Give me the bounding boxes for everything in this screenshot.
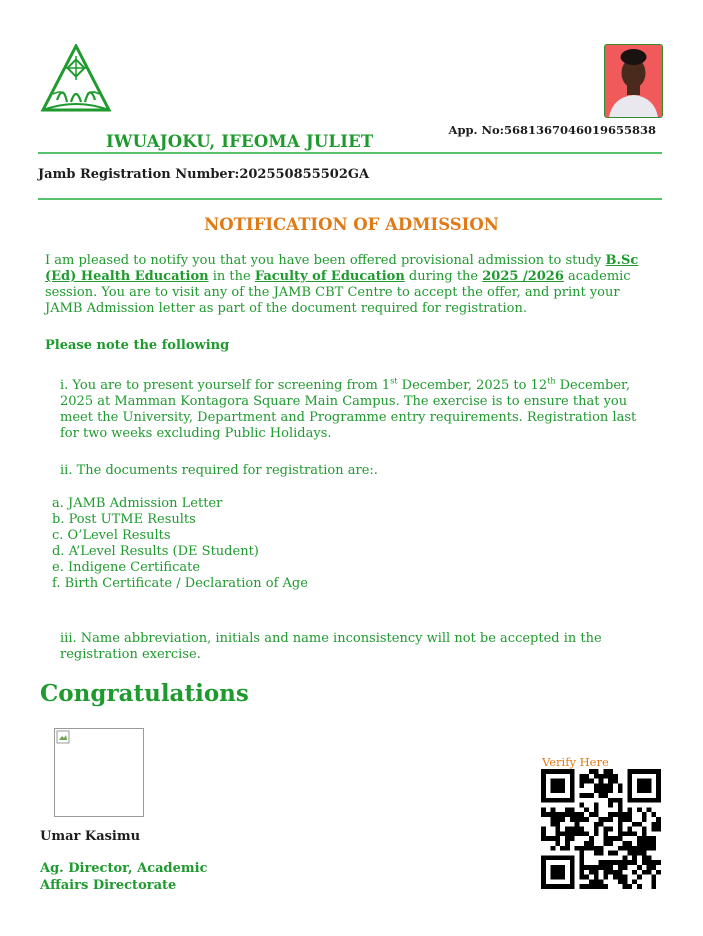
intro-text: academic session. You are to visit any of the JAMB CBT Centre to accept the offer, and print your JAMB Admission letter as part of the document required for registration.: [45, 269, 631, 316]
documents-item: ii. The documents required for registration are:.: [60, 463, 378, 478]
university-crest-icon: [37, 44, 115, 116]
application-number: App. No:5681367046019655838: [448, 123, 656, 137]
intro-text: during the: [404, 269, 483, 284]
broken-image-icon: [56, 730, 70, 744]
jamb-registration-number: Jamb Registration Number:202550855502GA: [38, 167, 370, 182]
intro-text: I am pleased to notify you that you have been offered provisional admission to study: [45, 253, 606, 268]
intro-text: in the: [208, 269, 255, 284]
signature-image-placeholder: [54, 728, 144, 817]
list-item: c. O’Level Results: [52, 528, 171, 543]
screening-item: [60, 378, 656, 442]
congratulations-heading: Congratulations: [40, 680, 249, 707]
list-item: e. Indigene Certificate: [52, 560, 201, 575]
list-item: a. JAMB Admission Letter: [52, 496, 223, 511]
item-text: i. You are to present yourself for screening from 1: [60, 378, 391, 393]
verify-label[interactable]: Verify Here: [542, 755, 609, 769]
documents-list: [52, 496, 308, 592]
applicant-photo-icon: [604, 44, 663, 118]
letter-title: NOTIFICATION OF ADMISSION: [204, 215, 499, 234]
ordinal-suffix: th: [547, 376, 556, 386]
signatory-name: Umar Kasimu: [40, 829, 141, 844]
list-item: b. Post UTME Results: [52, 512, 196, 527]
ordinal-suffix: st: [390, 376, 398, 386]
list-item: d. A’Level Results (DE Student): [52, 544, 259, 559]
item-text: December, 2025 to 12: [397, 378, 548, 393]
list-item: f. Birth Certificate / Declaration of Age: [52, 576, 308, 591]
faculty-name: Faculty of Education: [254, 269, 405, 284]
divider: [38, 152, 662, 154]
name-consistency-item: iii. Name abbreviation, initials and name inconsistency will not be accepted in the registration exercise.: [60, 631, 602, 662]
programme-name: B.Sc (Ed) Health Education: [45, 253, 639, 284]
admission-paragraph: [45, 253, 657, 317]
qr-code-icon[interactable]: [541, 769, 661, 889]
divider: [38, 198, 662, 200]
note-heading: Please note the following: [45, 338, 230, 353]
signatory-title: Ag. Director, Academic Affairs Directorate: [40, 861, 208, 893]
academic-session: 2025 /2026: [482, 269, 564, 284]
applicant-name: IWUAJOKU, IFEOMA JULIET: [106, 132, 374, 151]
item-text: December, 2025 at Mamman Kontagora Square Main Campus. The exercise is to ensure that you meet the University, Department and Programme entry requirements. Registration last for two weeks excluding Public Holidays.: [60, 378, 637, 441]
